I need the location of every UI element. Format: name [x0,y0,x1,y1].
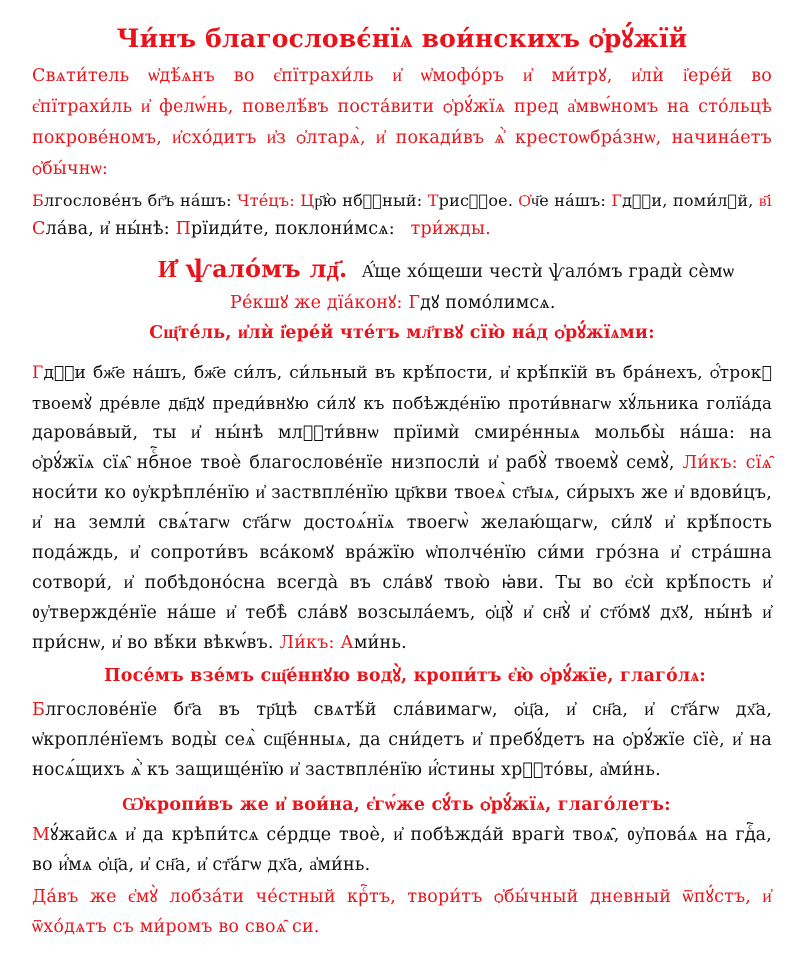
prayer-line-2: твоемꙋ̀ дре́вле дв҃дꙋ преди́внꙋю си́лꙋ къ побѣжде́нїю проти́внагѡ хꙋ́льника голїа́да [32,394,772,413]
prayer-line-6: и҆ на земли̇ свѧ́тагѡ ст҃а́гѡ достоѧ́нїѧ твоегѡ̀ желаю́щагѡ, си́лꙋ и҆ крѣ́пость [32,513,772,533]
exhortation-text: ꙋ́жайсѧ и҆ да крѣпи́тсѧ се́рдце твоѐ, и҆ побѣжда́й врагѝ твоѧ̑, ᲂу҆пова́ѧ на гдⷭ҇а, [50,825,772,845]
opening-text: ла́ва, и҆ ны́нѣ: [45,219,176,239]
opening-text: дⷭ҇и, поми́лꙋй, [622,191,759,210]
blessing-line-1 [32,697,772,724]
dropcap: Б [32,700,46,720]
choir-rubric: Ли́къ: А [279,633,354,653]
initial-letter: С [32,219,46,239]
numeral-twelve: в҃і [758,191,773,210]
warrior-rubric: Ѡ҆кропи́въ же и҆ вои́на, є҆гѡ́же сꙋ́ть ѻ҆рꙋ́жїѧ, глаго́летъ: [122,795,671,815]
intro-rubric-line-4: ѻ҆бы́чнѡ: [32,159,108,179]
prayer-line-9: ᲂу҆твержде́нїе на́ше и҆ тебѣ̀ сла́вꙋ возсыла́емъ, ѻ҆ц҃ꙋ̀ и҆ сн҃ꙋ̀ и҆ ст҃о́мꙋ дх҃ꙋ, ны́нѣ и҆ [32,603,772,623]
dropcap: М [32,825,51,845]
thrice-rubric: три́жды. [410,219,491,239]
opening-text: рисⷮ҇ое. [438,191,519,210]
exhortation-line-2: во и҆́мѧ ѻ҆ц҃а, и҆ сн҃а, и҆ ст҃а́гѡ дх҃а, а҆ми́нь. [32,855,371,875]
choir-rubric: Ли́къ: сїѧ̑ [682,453,772,473]
initial-letter: Ѻ҆ [518,191,531,210]
psalm-heading: И҆ ѱало́мъ лд҃. [158,254,348,283]
final-rubric-line-2: ѿхо́дѧтъ съ ми́ромъ во своѧ̑ си. [32,917,320,937]
prayer-text: при́снѡ, и҆ во вѣ́ки вѣкѡ́въ. [32,633,280,653]
initial-letter: П [175,219,192,239]
blessing-text: лгослове́нїе бг҃а въ тр҃цѣ свѧтѣ́й сла́вимагѡ, ѻ҆ц҃а, и҆ сн҃а, и҆ ст҃а́гѡ дх҃а, [45,700,772,720]
opening-line-1 [32,187,772,214]
dropcap: Б [32,191,44,210]
deacon-rubric: Ре́кшꙋ же дїа́конꙋ: Г [230,293,421,313]
prayer-line-4 [32,450,772,477]
prayer-line-8: сотвори́, и҆ побѣдоно́сна всегда̀ въ сла́вꙋ твою̀ ꙗ҆ви. Ты во є҆сѝ крѣ́пость и҆ [32,573,772,593]
rite-title: Чи́нъ благословє́нїѧ вои́нскихъ ѻ҆рꙋ́жїй [116,24,688,53]
opening-text: рїиди́те, поклони́мсѧ: [191,219,401,239]
prayer-line-3: дарова́вый, ты и҆ ны́нѣ млⷭ҇ти́внѡ прїимѝ смире́нныѧ мольбы̀ на́ша: на [32,423,772,443]
prayer-text: дⷭ҇и бж҃е на́шъ, бж҃е си́лъ, си́льный въ крѣ́пости, и҆ крѣ́пкїй въ бра́нехъ, ѻ҆́трокꙋ [43,363,772,383]
reader-rubric: Чте́цъ: Ц [237,191,315,210]
prayer-line-7: пода́ждь, и҆ сопроти́въ вса́комꙋ вра́жїю ѡ҆полче́нїю си́ми гро́зна и҆ стра́шна [32,543,772,563]
prayer-text: ѻ҆рꙋ́жїѧ сїѧ̑ нбⷭ҇ное твоѐ благослове́нїе низпосли̇ и҆ рабꙋ̀ твоемꙋ̀ семꙋ̀, [32,453,683,473]
initial-letter: Г [611,191,623,210]
blessing-line-2: ѡ҆кропле́нїемъ воды̀ сеѧ̀ сщ҃е́нныѧ, да сни́детъ и҆ пребꙋ́детъ на ѻ҆рꙋ́жїе сїѐ, и҆ на [32,730,772,750]
opening-text: р҃ю̀ нбⷭ҇ный: [314,191,428,210]
final-rubric-line-1: Да́въ же є҆мꙋ̀ лобза́ти че́стный крⷭ҇тъ, твори́тъ ѻ҆бы́чный дневный ѿпꙋ́стъ, и҆ [32,887,772,907]
amen-text: ми́нь. [353,633,407,653]
intro-rubric-line-1: Свѧти́тель ѡ҆дѣ́ѧнъ во є҆пїтрахи́ль и҆ ѡ҆мофо́ръ и҆ ми́трꙋ, и҆лѝ і҆ере́й во [32,66,772,86]
sprinkling-rubric: Посе́мъ взе́мъ сщ҃е́ннꙋю водꙋ̀, кропи́тъ є҆ю̀ ѻ҆рꙋ́жїе, глаго́лѧ: [104,666,706,686]
deacon-text: дꙋ помо́лимсѧ. [420,293,556,313]
opening-text: лгослове́нъ бг҃ъ на́шъ: [43,191,238,210]
opening-line-2 [32,216,772,243]
prayer-line-5: носи́ти ко ᲂу҆крѣпле́нїю и҆ заствпле́нїю цр҃кви твоеѧ̀ ст҃ыѧ, си́рыхъ же и҆ вдови́цъ, [32,483,772,503]
prayer-line-10 [32,630,772,657]
intro-rubric-line-2: є҆пїтрахи́ль и҆ фелѡ́нь, повелѣ́въ поста́вити ѻ҆рꙋ́жїѧ пред а҆мвѡ́номъ на сто́льцѣ [32,97,772,117]
psalm-line [158,252,772,289]
deacon-line [230,290,772,317]
intro-rubric-line-3: покрове́номъ, и҆схо́дитъ и҆з ѻ҆лтарѧ̀, и҆ покади́въ ѧ҆̀ крестоѡбра́знѡ, начина́етъ [32,128,772,148]
exhortation-line-1 [32,822,772,849]
prayer-line-1 [32,360,772,387]
blessing-line-3: носѧ́щихъ ѧ҆̀ къ защище́нїю и҆ заствпле́нїю и҆́стины хрⷭ҇то́вы, а҆ми́нь. [32,760,661,780]
dropcap: Г [32,363,44,383]
opening-text: ч҃е на́шъ: [530,191,612,210]
initial-letter: Т [427,191,439,210]
psalm-rubric-text: А҆́ще хо́щеши честѝ ѱало́мъ градѝ сѐмѡ [361,262,735,282]
prayer-rubric: Сщ҃те́ль, и҆лѝ і҆ере́й чте́тъ мл҃твꙋ сїю̀ на́д ѻ҆рꙋ́жїѧми: [149,323,655,343]
